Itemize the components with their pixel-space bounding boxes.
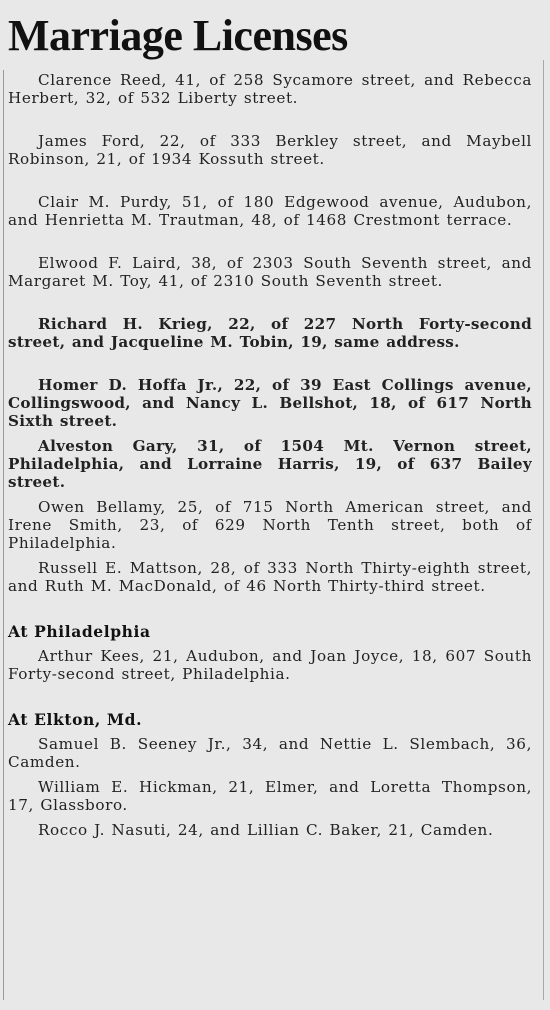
- license-entry: Clair M. Purdy, 51, of 180 Edgewood avenue, Audubon, and Henrietta M. Trautman, 48, of 1468 Crestmont terrace.: [8, 193, 532, 229]
- license-entry: Owen Bellamy, 25, of 715 North American street, and Irene Smith, 23, of 629 North Tenth street, both of Philadelphia.: [8, 498, 532, 552]
- license-entry: James Ford, 22, of 333 Berkley street, and Maybell Robinson, 21, of 1934 Kossuth street.: [8, 132, 532, 168]
- section-heading-philadelphia: At Philadelphia: [8, 622, 151, 641]
- column-rule-left: [3, 70, 4, 1000]
- license-list: [8, 71, 532, 864]
- license-entry: Samuel B. Seeney Jr., 34, and Nettie L. Slembach, 36, Camden.: [8, 735, 532, 771]
- license-entry: Elwood F. Laird, 38, of 2303 South Seventh street, and Margaret M. Toy, 41, of 2310 South Seventh street.: [8, 254, 532, 290]
- license-entry: Arthur Kees, 21, Audubon, and Joan Joyce, 18, 607 South Forty-second street, Philadelphia.: [8, 647, 532, 683]
- section-heading-elkton: At Elkton, Md.: [8, 710, 143, 729]
- license-entry: Clarence Reed, 41, of 258 Sycamore street, and Rebecca Herbert, 32, of 532 Liberty street.: [8, 71, 532, 107]
- column-rule-right: [543, 60, 544, 1000]
- license-entry: Alveston Gary, 31, of 1504 Mt. Vernon street, Philadelphia, and Lorraine Harris, 19, of 637 Bailey street.: [8, 437, 532, 491]
- license-entry: Russell E. Mattson, 28, of 333 North Thirty-eighth street, and Ruth M. MacDonald, of 46 North Thirty-third street.: [8, 559, 532, 595]
- headline: Marriage Licenses: [8, 11, 348, 60]
- license-entry: William E. Hickman, 21, Elmer, and Loretta Thompson, 17, Glassboro.: [8, 778, 532, 814]
- license-entry: Rocco J. Nasuti, 24, and Lillian C. Baker, 21, Camden.: [38, 821, 494, 839]
- license-entry: Homer D. Hoffa Jr., 22, of 39 East Collings avenue, Collingswood, and Nancy L. Bellshot, 18, of 617 North Sixth street.: [8, 376, 532, 430]
- license-entry: Richard H. Krieg, 22, of 227 North Forty-second street, and Jacqueline M. Tobin, 19, same address.: [8, 315, 532, 351]
